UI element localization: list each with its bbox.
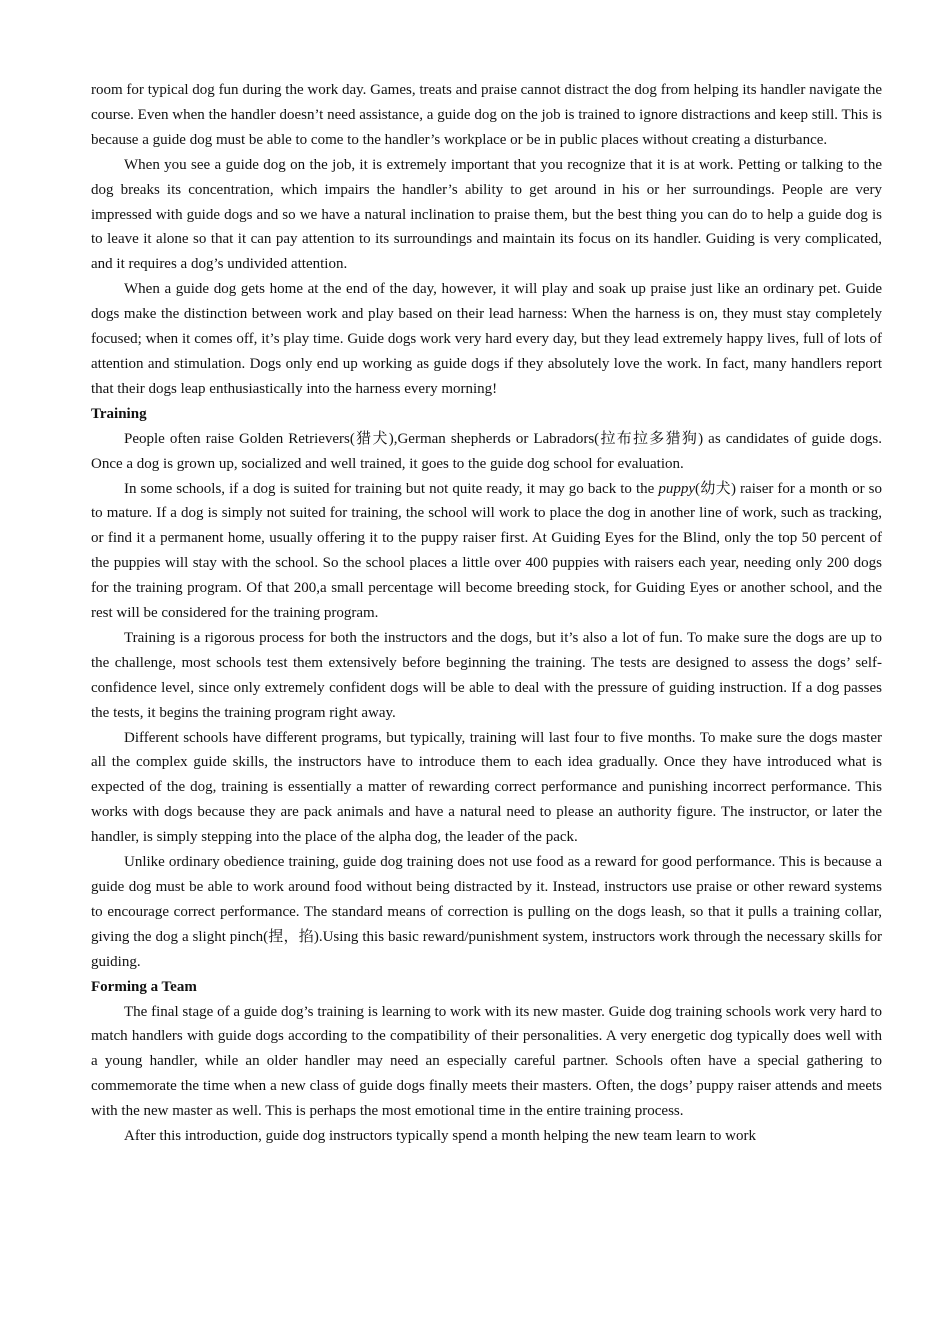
paragraph-training-rewards: Unlike ordinary obedience training, guide dog training does not use food as a reward for good performance. This is because a guide dog must be able to work around food without being distracted by it. Instead, instructors use praise or other reward systems to encourage correct performance. The standard means of correction is pulling on the dogs leash, so that it pulls a training collar, giving the dog a slight pinch(捏，掐).Using this basic reward/punishment system, instructors work through the necessary skills for guiding. <box>91 854 882 970</box>
paragraph-training-programs: Different schools have different programs, but typically, training will last four to five months. To make sure the dogs master all the complex guide skills, the instructors have to introduce them to each idea gradually. Once they have introduced what is expected of the dog, training is essentially a matter of rewarding correct performance and punishing incorrect performance. This works with dogs because they are pack animals and have a natural need to please an authority figure. The instructor, or later the handler, is simply stepping into the place of the alpha dog, the leader of the pack. <box>91 729 882 846</box>
paragraph-guide-dog-at-home: When a guide dog gets home at the end of the day, however, it will play and soak up praise just like an ordinary pet. Guide dogs make the distinction between work and play based on their lead harness: When the harness is on, they must stay completely focused; when it comes off, it’s play time. Guide dogs work very hard every day, but they lead extremely happy lives, full of lots of attention and stimulation. Dogs only end up working as guide dogs if they absolutely love the work. In fact, many handlers report that their dogs leap enthusiastically into the harness every morning! <box>91 281 882 397</box>
paragraph-forming-team-match: The final stage of a guide dog’s training is learning to work with its new master. Guide dog training schools work very hard to match handlers with guide dogs according to the compatibility of their personalities. A very energetic dog typically does well with a young handler, while an older handler may need an especially careful partner. Schools often have a special gathering to commemorate the time when a new class of guide dogs finally meets their masters. Often, the dogs’ puppy raiser attends and meets with the new master as well. This is perhaps the most emotional time in the entire training process. <box>91 1003 882 1120</box>
document-page <box>91 78 882 1149</box>
paragraph-training-candidates: People often raise Golden Retrievers(猎犬),German shepherds or Labradors(拉布拉多猎狗) as candidates of guide dogs. Once a dog is grown up, socialized and well trained, it goes to the guide dog school for evaluation. <box>91 430 882 472</box>
paragraph-training-schools <box>91 477 882 626</box>
section-heading-training: Training <box>91 405 147 422</box>
paragraph-intro-continued: room for typical dog fun during the work day. Games, treats and praise cannot distract the dog from helping its handler navigate the course. Even when the handler doesn’t need assistance, a guide dog on the job is trained to ignore distractions and keep still. This is because a guide dog must be able to come to the handler’s workplace or be in public places without creating a disturbance. <box>91 82 882 148</box>
paragraph-training-rigorous: Training is a rigorous process for both the instructors and the dogs, but it’s also a lot of fun. To make sure the dogs are up to the challenge, most schools test them extensively before beginning the training. The tests are designed to assess the dogs’ self-confidence level, since only extremely confident dogs will be able to deal with the pressure of guiding instruction. If a dog passes the tests, it begins the training program right away. <box>91 629 882 721</box>
italic-term-puppy: puppy <box>658 480 696 497</box>
paragraph-guide-dog-at-work: When you see a guide dog on the job, it is extremely important that you recognize that it is at work. Petting or talking to the dog breaks its concentration, which impairs the handler’s ability to get around in his or her surroundings. People are very impressed with guide dogs and so we have a natural inclination to praise them, but the best thing you can do to help a guide dog is to leave it alone so that it can pay attention to its surroundings and maintain its focus on its handler. Guiding is very complicated, and it requires a dog’s undivided attention. <box>91 156 882 273</box>
paragraph-forming-team-after: After this introduction, guide dog instructors typically spend a month helping the new team learn to work <box>124 1128 756 1145</box>
paragraph-text: (幼犬) raiser for a month or so to mature. If a dog is simply not suited for training, the school will work to place the dog in another line of work, such as tracking, or find it a permanent home, usually offering it to the puppy raiser first. At Guiding Eyes for the Blind, only the top 50 percent of the puppies will stay with the school. So the school places a little over 400 puppies with raisers each year, needing only 200 dogs for the training program. Of that 200,a small percentage will become breeding stock, for Guiding Eyes or another school, and the rest will be considered for the training program. <box>91 480 882 622</box>
section-heading-forming-team: Forming a Team <box>91 978 197 995</box>
paragraph-text: In some schools, if a dog is suited for training but not quite ready, it may go back to the <box>124 480 659 497</box>
